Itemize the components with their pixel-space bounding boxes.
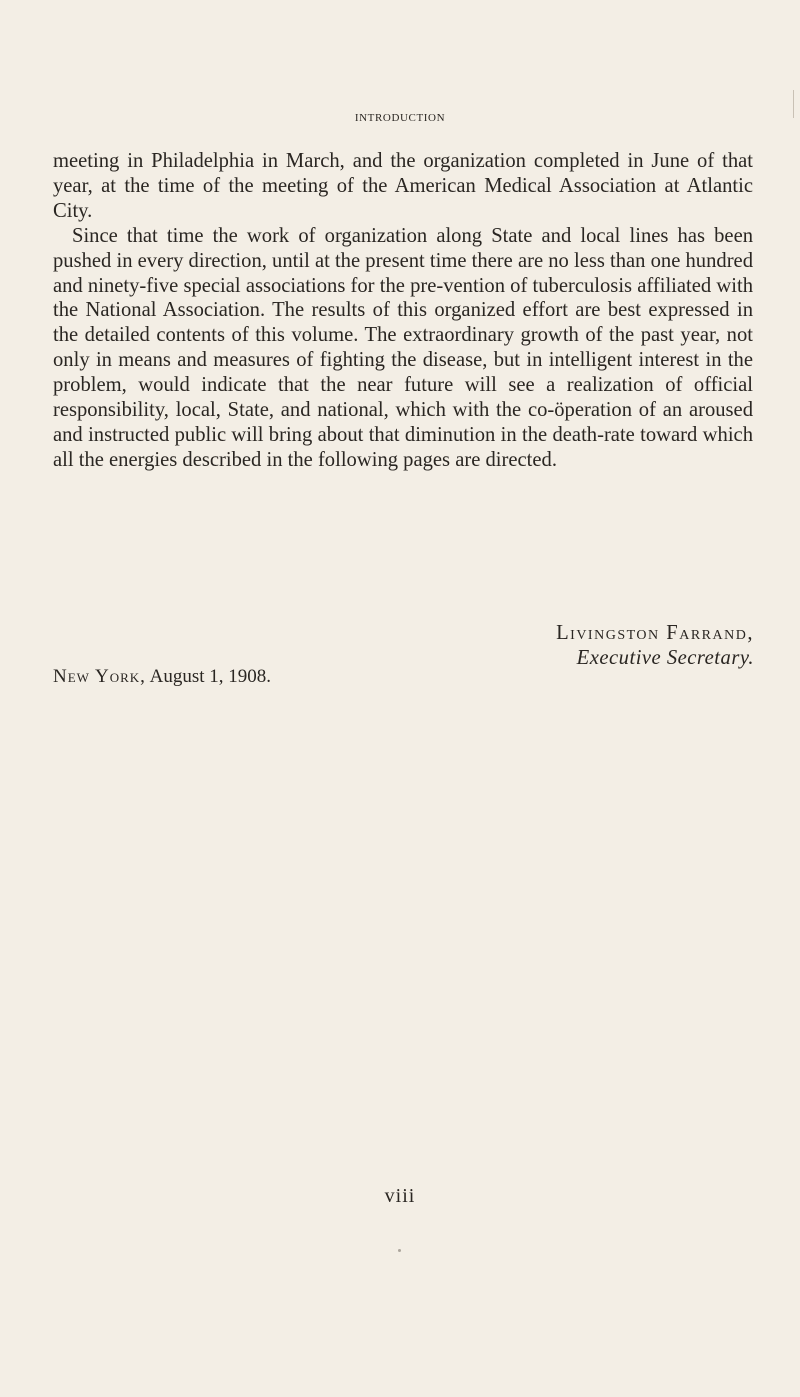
body-text [53, 149, 753, 473]
running-header: introduction [354, 108, 446, 125]
paragraph-continuation: meeting in Philadelphia in March, and the organization completed in June of that year, at the time of the meeting of the American Medical Association at Atlantic City. [53, 150, 753, 222]
dateline-place: New York, [53, 666, 146, 687]
dateline-date: August 1, 1908. [149, 666, 272, 687]
signature-title: Executive Secretary. [576, 647, 754, 669]
paragraph: Since that time the work of organization along State and local lines has been pushed in every direction, until at the present time there are no less than one hundred and ninety-five special associations for the pre-vention of tuberculosis affiliated with the National Association. The results of this organized effort are best expressed in the detailed contents of this volume. The extraordinary growth of the past year, not only in means and measures of fighting the disease, but in intelligent interest in the problem, would indicate that the near future will see a realization of official responsibility, local, State, and national, which with the co-öperation of an aroused and instructed public will bring about that diminution in the death-rate toward which all the energies described in the following pages are directed. [53, 224, 753, 471]
page-number: viii [384, 1185, 416, 1207]
dateline [53, 665, 271, 689]
signature-name: Livingston Farrand, [556, 622, 754, 644]
paper-speck [398, 1249, 401, 1252]
